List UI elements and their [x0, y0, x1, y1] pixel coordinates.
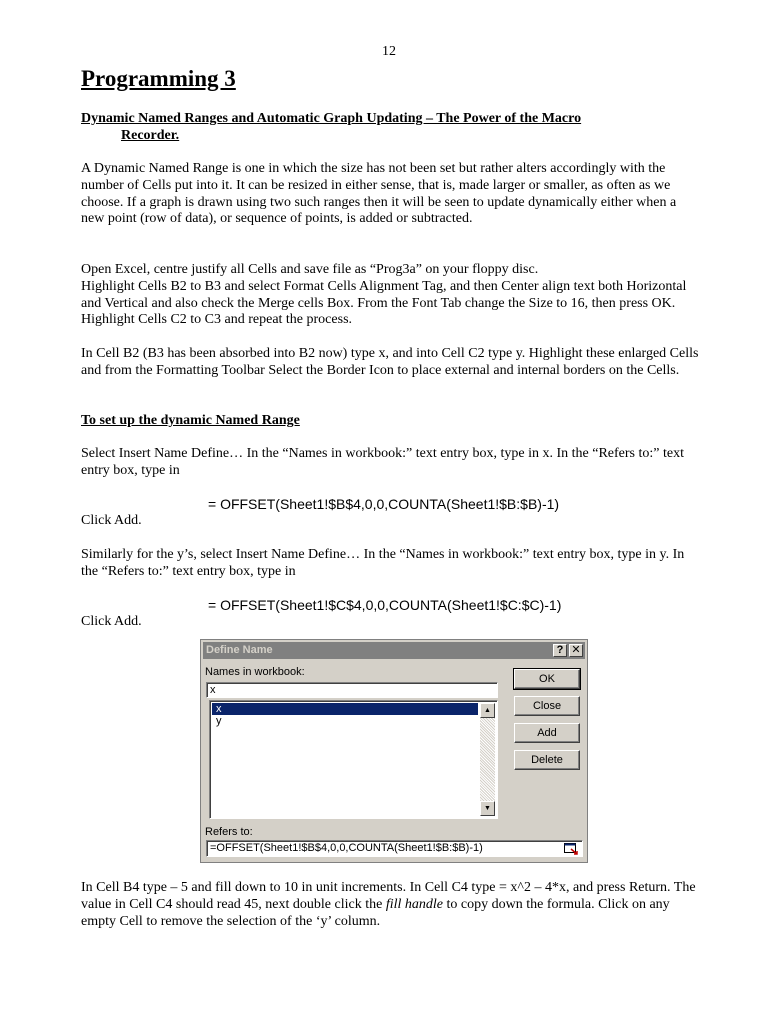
add-button[interactable]: Add [514, 723, 580, 743]
dialog-title: Define Name [206, 644, 273, 656]
paragraph-setup-rest: Highlight Cells B2 to B3 and select Format Cells Alignment Tag, and then Center align text both Horizontal and Vertical and also check the Merge cells Box. From the Font Tab change the Size to 16, then press OK. Highlight Cells C2 to C3 and repeat the process. [81, 278, 687, 328]
paragraph-setup-line-1: Open Excel, centre justify all Cells and save file as “Prog3a” on your floppy disc. [81, 262, 539, 277]
refers-to-input[interactable] [206, 840, 583, 857]
paragraph-define-y: Similarly for the y’s, select Insert Name Define… In the “Names in workbook:” text entry box, type in y. In the “Refers to:” text entry box, type in [81, 547, 685, 579]
paragraph-fill-text: In Cell B4 type – 5 and fill down to 10 in unit increments. In Cell C4 type = x^2 – 4*x, and press Return. The value in Cell C4 should read 45, next double click the [81, 880, 696, 912]
list-item-y[interactable]: y [216, 715, 222, 727]
page-number: 12 [382, 44, 396, 59]
paragraph-setup [81, 262, 701, 329]
click-add-2: Click Add. [81, 614, 142, 629]
fill-handle-term: fill handle [385, 896, 443, 912]
paragraph-intro: A Dynamic Named Range is one in which the size has not been set but rather alters accordingly with the number of Cells put into it. It can be resized in either sense, that is, made larger or smaller, as often as we choose. If a graph is drawn using two such ranges then it will be seen to update dynamically either when a new point (row of data), or sequence of points, is added or subtracted. [81, 161, 677, 227]
paragraph-fill-end: to copy down the formula. Click on any empty Cell to remove the selection of the ‘y’ column. [81, 896, 670, 929]
collapse-dialog-icon[interactable] [564, 843, 578, 855]
paragraph-define-x: Select Insert Name Define… In the “Names in workbook:” text entry box, type in x. In the “Refers to:” text entry box, type in [81, 446, 684, 478]
section-heading: To set up the dynamic Named Range [81, 413, 300, 428]
refers-to-value: =OFFSET(Sheet1!$B$4,0,0,COUNTA(Sheet1!$B:$B)-1) [210, 842, 483, 854]
paragraph-cells: In Cell B2 (B3 has been absorbed into B2 now) type x, and into Cell C2 type y. Highlight these enlarged Cells and from the Formatting Toolbar Select the Border Icon to place external and internal borders on the Cells. [81, 346, 699, 378]
formula-y: = OFFSET(Sheet1!$C$4,0,0,COUNTA(Sheet1!$C:$C)-1) [208, 597, 562, 613]
click-add-1: Click Add. [81, 513, 142, 528]
subheading-line-1: Dynamic Named Ranges and Automatic Graph Updating – The Power of the Macro [81, 111, 582, 126]
dialog-titlebar [203, 642, 585, 659]
help-icon[interactable]: ? [553, 644, 567, 657]
refers-to-label: Refers to: [205, 826, 253, 838]
subheading-line-2: Recorder. [121, 127, 180, 143]
scroll-up-icon[interactable]: ▲ [480, 703, 495, 718]
names-listbox[interactable] [209, 700, 498, 819]
ok-button[interactable]: OK [514, 669, 580, 689]
delete-button[interactable]: Delete [514, 750, 580, 770]
page-title: Programming 3 [81, 66, 236, 91]
paragraph-fill [81, 880, 701, 930]
define-name-dialog [200, 639, 588, 863]
names-in-workbook-input[interactable]: x [206, 682, 498, 698]
listbox-scrollbar[interactable] [480, 703, 495, 816]
formula-x: = OFFSET(Sheet1!$B$4,0,0,COUNTA(Sheet1!$B:$B)-1) [208, 496, 560, 512]
names-in-workbook-label: Names in workbook: [205, 666, 305, 678]
close-icon[interactable]: ✕ [569, 644, 583, 657]
list-item-x[interactable]: x [212, 703, 478, 715]
close-button[interactable]: Close [514, 696, 580, 716]
scroll-down-icon[interactable]: ▼ [480, 801, 495, 816]
section-subheading [81, 111, 701, 145]
